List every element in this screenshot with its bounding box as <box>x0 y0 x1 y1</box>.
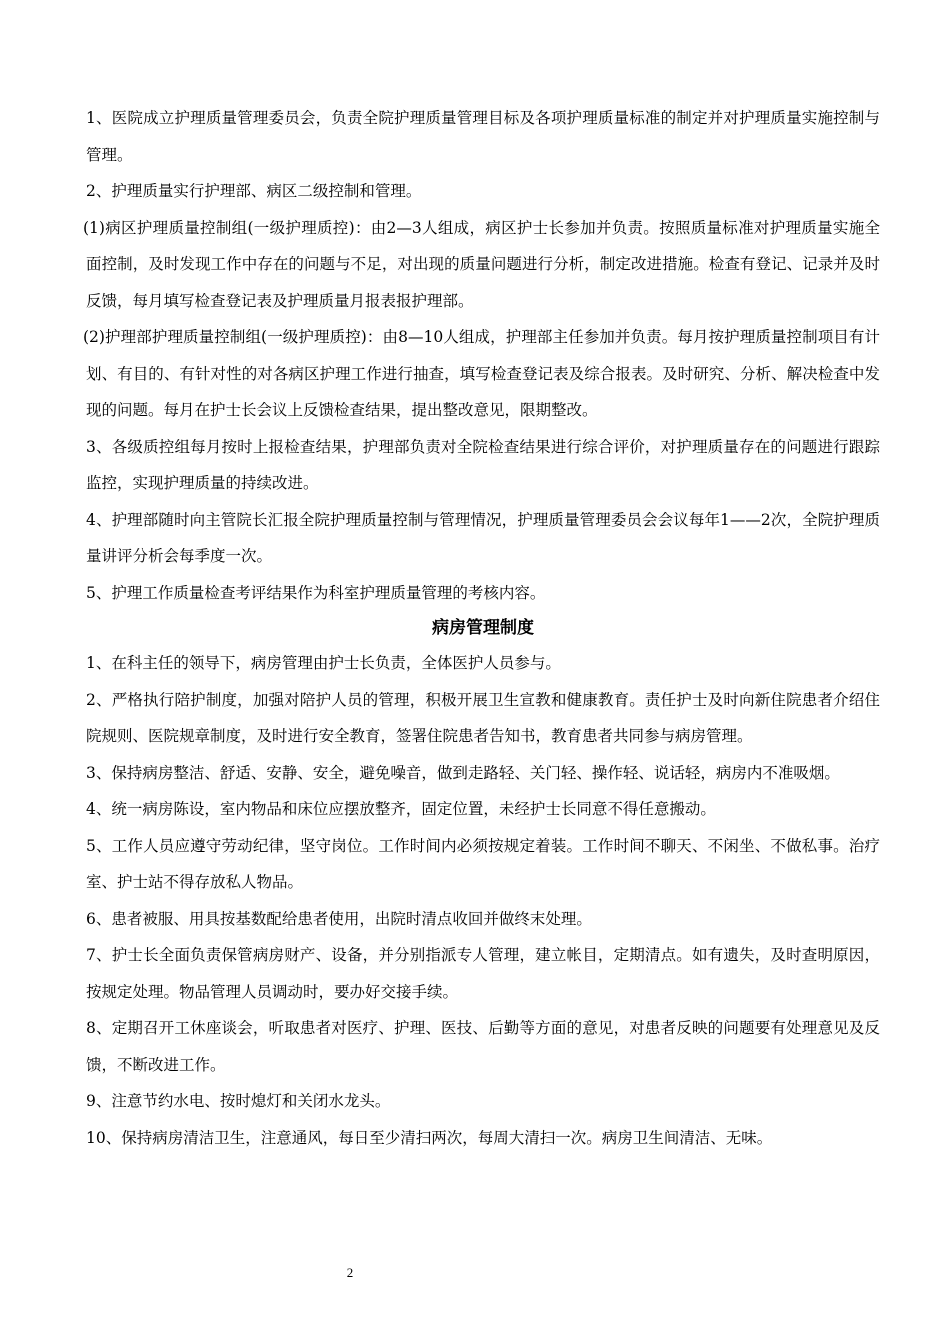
rule-1: 1、在科主任的领导下，病房管理由护士长负责，全体医护人员参与。 <box>86 654 561 672</box>
rule-8: 8、定期召开工休座谈会，听取患者对医疗、护理、医技、后勤等方面的意见，对患者反映的问题要有处理意见及反馈，不断改进工作。 <box>86 1019 880 1074</box>
rule-7: 7、护士长全面负责保管病房财产、设备，并分别指派专人管理，建立帐目，定期清点。如有遗失，及时查明原因，按规定处理。物品管理人员调动时，要办好交接手续。 <box>86 946 880 1001</box>
rule-3: 3、保持病房整洁、舒适、安静、安全，避免噪音，做到走路轻、关门轻、操作轻、说话轻，病房内不准吸烟。 <box>86 763 840 782</box>
rule-4: 4、统一病房陈设，室内物品和床位应摆放整齐，固定位置，未经护士长同意不得任意搬动。 <box>86 800 716 818</box>
paragraph-2: 2、护理质量实行护理部、病区二级控制和管理。 <box>86 182 422 200</box>
quality-management-section <box>83 100 880 611</box>
paragraph-5: 5、护理工作质量检查考评结果作为科室护理质量管理的考核内容。 <box>86 583 546 602</box>
paragraph-3: 3、各级质控组每月按时上报检查结果，护理部负责对全院检查结果进行综合评价，对护理质量存在的问题进行跟踪监控，实现护理质量的持续改进。 <box>86 437 880 492</box>
ward-management-section <box>86 645 880 1156</box>
rule-2: 2、严格执行陪护制度，加强对陪护人员的管理，积极开展卫生宣教和健康教育。责任护士及时向新住院患者介绍住院规则、医院规章制度，及时进行安全教育，签署住院患者告知书，教育患者共同参与病房管理。 <box>86 690 880 745</box>
section-title: 病房管理制度 <box>432 618 534 638</box>
rule-10: 10、保持病房清洁卫生，注意通风，每日至少清扫两次，每周大清扫一次。病房卫生间清洁、无味。 <box>86 1128 773 1147</box>
paragraph-2-1: (1)病区护理质量控制组(一级护理质控)：由2—3人组成，病区护士长参加并负责。按照质量标准对护理质量实施全面控制，及时发现工作中存在的问题与不足，对出现的质量问题进行分析，制定改进措施。检查有登记、记录并及时反馈，每月填写检查登记表及护理质量月报表报护理部。 <box>83 218 880 310</box>
paragraph-1: 1、医院成立护理质量管理委员会，负责全院护理质量管理目标及各项护理质量标准的制定并对护理质量实施控制与管理。 <box>86 109 880 164</box>
rule-5: 5、工作人员应遵守劳动纪律，坚守岗位。工作时间内必须按规定着装。工作时间不聊天、不闲坐、不做私事。治疗室、护士站不得存放私人物品。 <box>86 836 880 891</box>
document-body <box>83 100 880 1156</box>
rule-6: 6、患者被服、用具按基数配给患者使用，出院时清点收回并做终末处理。 <box>86 909 592 928</box>
paragraph-2-2: (2)护理部护理质量控制组(一级护理质控)：由8—10人组成，护理部主任参加并负责。每月按护理质量控制项目有计划、有目的、有针对性的对各病区护理工作进行抽查，填写检查登记表及综合报表。及时研究、分析、解决检查中发现的问题。每月在护士长会议上反馈检查结果，提出整改意见，限期整改。 <box>83 328 880 419</box>
page-number: 2 <box>346 1265 354 1280</box>
paragraph-4: 4、护理部随时向主管院长汇报全院护理质量控制与管理情况，护理质量管理委员会会议每年1——2次，全院护理质量讲评分析会每季度一次。 <box>86 510 880 565</box>
rule-9: 9、注意节约水电、按时熄灯和关闭水龙头。 <box>86 1092 391 1110</box>
